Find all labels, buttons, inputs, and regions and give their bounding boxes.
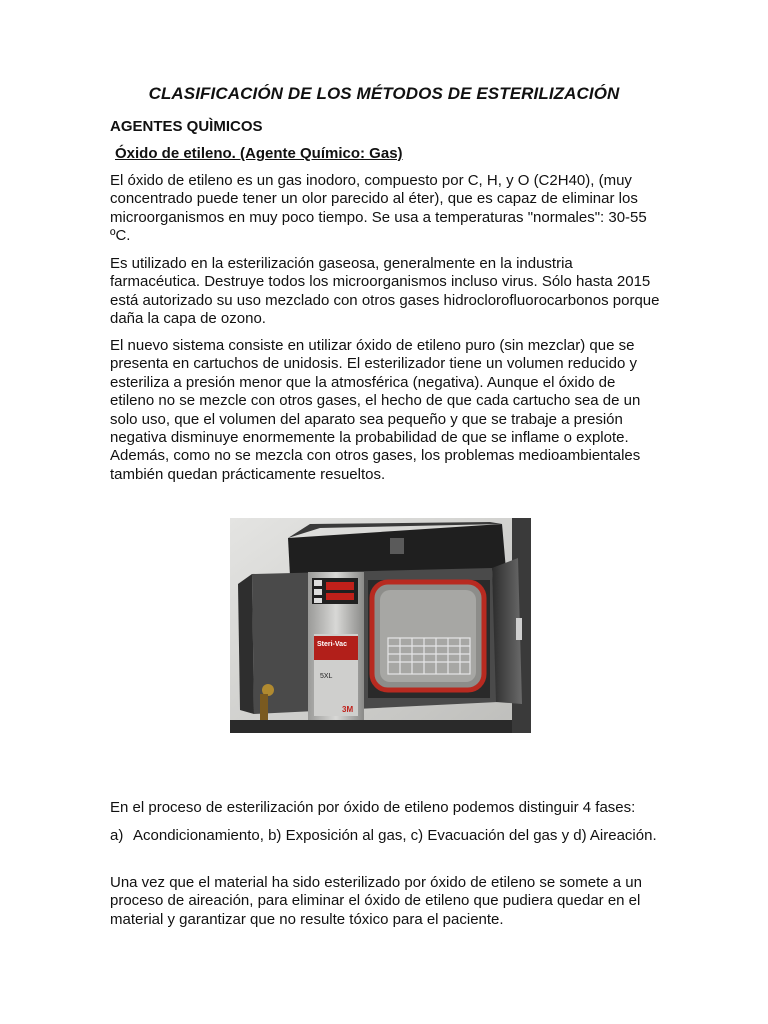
list-marker: a): [110, 827, 124, 844]
phases-list: [110, 827, 660, 845]
document-title: CLASIFICACIÓN DE LOS MÉTODOS DE ESTERILIZACIÓN: [148, 84, 620, 103]
sterilizer-photo: [230, 518, 531, 733]
paragraph-usage: Es utilizado en la esterilización gaseosa, generalmente en la industria farmacéutica. Destruye todos los microorganismos incluso virus. Sólo hasta 2015 está autorizado su uso mezclado con otros gases hidroclorofluorocarbonos porque daña la capa de ozono.: [110, 255, 660, 328]
device-brand-logo: Steri-Vac: [317, 641, 347, 648]
paragraph-new-system: El nuevo sistema consiste en utilizar óxido de etileno puro (sin mezclar) que se presenta en cartuchos de unidosis. El esterilizador tiene un volumen reducido y esteriliza a presión menor que la atmosférica (negativa). Aunque el óxido de etileno no se mezcle con otros gases, el hecho de que cada cartucho sea de un solo uso, que el volumen del aparato sea pequeño y que se trabaje a presión negativa disminuye enormemente la probabilidad de que se inflame o explote. Además, como no se mezcla con otros gases, los problemas medioambientales también quedan prácticamente resueltos.: [110, 337, 641, 483]
device-model: 5XL: [320, 673, 333, 680]
paragraph-aeration: Una vez que el material ha sido esterilizado por óxido de etileno se somete a un proceso de aireación, para eliminar el óxido de etileno que pudiera quedar en el material y garantizar que no resulte tóxico para el paciente.: [110, 874, 642, 928]
section-heading: AGENTES QUÌMICOS: [110, 118, 263, 135]
paragraph-definition: El óxido de etileno es un gas inodoro, compuesto por C, H, y O (C2H40), (muy concentrado puede tener un olor parecido al éter), que es capaz de eliminar los microorganismos en muy poco tiempo. Se usa a temperaturas "normales": 30-55 ºC.: [110, 172, 647, 245]
subsection-heading: Óxido de etileno. (Agente Químico: Gas): [115, 145, 403, 162]
device-maker-logo: 3M: [342, 705, 354, 714]
list-item: Acondicionamiento, b) Exposición al gas, c) Evacuación del gas y d) Aireación.: [133, 827, 657, 844]
paragraph-phases-intro: En el proceso de esterilización por óxido de etileno podemos distinguir 4 fases:: [110, 799, 636, 816]
